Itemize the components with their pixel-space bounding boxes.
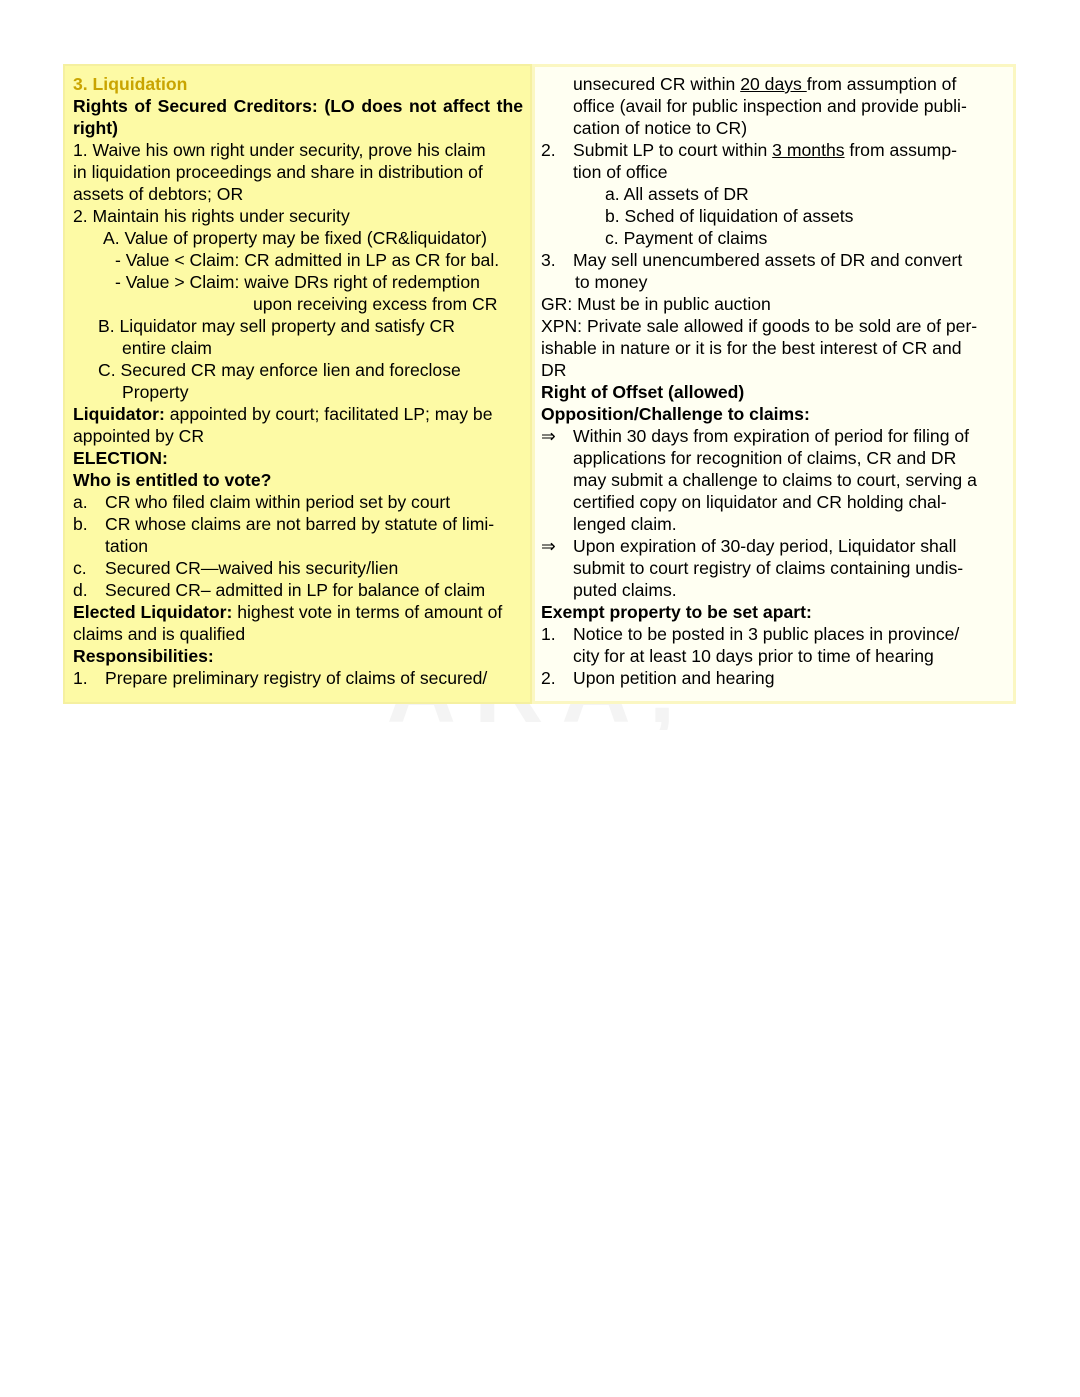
option-a-more-cont: upon receiving excess from CR	[253, 294, 498, 314]
secured-heading-cont: right)	[73, 118, 118, 138]
elected-text: highest vote in terms of amount of	[232, 602, 503, 622]
challenge-item-2-cont: puted claims.	[573, 580, 677, 600]
right-column	[532, 64, 1016, 704]
vote-item-marker: d.	[73, 580, 88, 600]
vote-item-text: Secured CR—waived his security/lien	[105, 558, 399, 578]
vote-item-b-cont: tation	[105, 536, 149, 556]
challenge-item-2	[541, 535, 1007, 557]
responsibility-1	[73, 667, 523, 689]
vote-item-marker: b.	[73, 514, 88, 534]
challenge-item-1-cont: may submit a challenge to claims to court, serving a	[573, 470, 977, 490]
vote-item-text: CR whose claims are not barred by statute of limi-	[105, 514, 495, 534]
exempt-item-2	[541, 667, 1007, 689]
vote-item-c	[73, 557, 523, 579]
option-c-cont: Property	[122, 382, 189, 402]
exempt-item-1-cont: city for at least 10 days prior to time of hearing	[573, 646, 934, 666]
responsibility-3-cont: to money	[575, 272, 648, 292]
exempt-marker: 1.	[541, 624, 556, 644]
notes-table	[63, 64, 1016, 704]
vote-item-marker: a.	[73, 492, 88, 512]
challenge-text: Upon expiration of 30-day period, Liquidator shall	[573, 536, 957, 556]
option-2: 2. Maintain his rights under security	[73, 206, 350, 226]
vote-item-text: Secured CR– admitted in LP for balance of claim	[105, 580, 486, 600]
resp-1-cont-2: office (avail for public inspection and provide publi-	[573, 96, 967, 116]
liquidator-def	[73, 403, 523, 425]
arrow-icon: ⇒	[541, 536, 556, 556]
election-heading: ELECTION:	[73, 448, 168, 468]
exempt-marker: 2.	[541, 668, 556, 688]
challenge-item-1	[541, 425, 1007, 447]
lp-item-a: a. All assets of DR	[605, 184, 749, 204]
resp-1-cont-post: from assumption of	[806, 74, 957, 94]
liquidator-text: appointed by court; facilitated LP; may be	[164, 404, 493, 424]
challenge-item-1-cont: certified copy on liquidator and CR holding chal-	[573, 492, 947, 512]
responsibility-2-cont: tion of office	[573, 162, 668, 182]
exempt-text: Upon petition and hearing	[573, 668, 775, 688]
responsibility-2	[541, 139, 1007, 161]
challenge-text: Within 30 days from expiration of period for filing of	[573, 426, 970, 446]
resp-1-cont-3: cation of notice to CR)	[573, 118, 748, 138]
secured-heading: Rights of Secured Creditors: (LO does not affect the	[73, 96, 523, 116]
option-c: C. Secured CR may enforce lien and foreclose	[98, 360, 461, 380]
vote-item-d	[73, 579, 523, 601]
left-column	[63, 64, 532, 704]
challenge-item-1-cont: lenged claim.	[573, 514, 677, 534]
exception-line-2: ishable in nature or it is for the best interest of CR and	[541, 338, 962, 358]
option-b-cont: entire claim	[122, 338, 212, 358]
option-a-more: - Value > Claim: waive DRs right of redemption	[115, 272, 480, 292]
option-b: B. Liquidator may sell property and satisfy CR	[98, 316, 455, 336]
option-a-less: - Value < Claim: CR admitted in LP as CR for bal.	[115, 250, 500, 270]
exception-line-1: XPN: Private sale allowed if goods to be sold are of per-	[541, 316, 978, 336]
elected-liquidator	[73, 601, 523, 623]
opposition-heading: Opposition/Challenge to claims:	[541, 404, 810, 424]
resp-2-post: from assump-	[844, 140, 957, 160]
three-months: 3 months	[772, 140, 845, 160]
exempt-text: Notice to be posted in 3 public places in province/	[573, 624, 960, 644]
resp-2-pre: Submit LP to court within	[573, 140, 773, 160]
elected-label: Elected Liquidator:	[73, 602, 233, 622]
option-1-line-2: in liquidation proceedings and share in distribution of	[73, 162, 483, 182]
responsibility-marker: 2.	[541, 140, 556, 160]
lp-item-c: c. Payment of claims	[605, 228, 768, 248]
vote-item-b	[73, 513, 523, 535]
responsibility-marker: 1.	[73, 668, 88, 688]
arrow-icon: ⇒	[541, 426, 556, 446]
exempt-item-1	[541, 623, 1007, 645]
right-of-offset: Right of Offset (allowed)	[541, 382, 745, 402]
option-1-line-1: 1. Waive his own right under security, prove his claim	[73, 140, 486, 160]
option-1-line-3: assets of debtors; OR	[73, 184, 244, 204]
twenty-days: 20 days	[740, 74, 807, 94]
lp-item-b: b. Sched of liquidation of assets	[605, 206, 854, 226]
elected-liquidator-cont: claims and is qualified	[73, 624, 246, 644]
who-vote-heading: Who is entitled to vote?	[73, 470, 272, 490]
general-rule: GR: Must be in public auction	[541, 294, 771, 314]
responsibility-3	[541, 249, 1007, 271]
challenge-item-1-cont: applications for recognition of claims, CR and DR	[573, 448, 957, 468]
responsibility-marker: 3.	[541, 250, 556, 270]
resp-1-cont-1	[541, 73, 1007, 95]
exception-line-3: DR	[541, 360, 567, 380]
responsibility-text: May sell unencumbered assets of DR and convert	[573, 250, 963, 270]
responsibility-text: Prepare preliminary registry of claims of secured/	[105, 668, 488, 688]
section-title: 3. Liquidation	[73, 74, 188, 94]
exempt-heading: Exempt property to be set apart:	[541, 602, 812, 622]
challenge-item-2-cont: submit to court registry of claims containing undis-	[573, 558, 964, 578]
vote-item-a	[73, 491, 523, 513]
option-a: A. Value of property may be fixed (CR&liquidator)	[103, 228, 487, 248]
vote-item-text: CR who filed claim within period set by court	[105, 492, 451, 512]
liquidator-def-cont: appointed by CR	[73, 426, 205, 446]
resp-1-cont-pre: unsecured CR within	[573, 74, 741, 94]
vote-item-marker: c.	[73, 558, 87, 578]
liquidator-label: Liquidator:	[73, 404, 165, 424]
responsibilities-heading: Responsibilities:	[73, 646, 214, 666]
